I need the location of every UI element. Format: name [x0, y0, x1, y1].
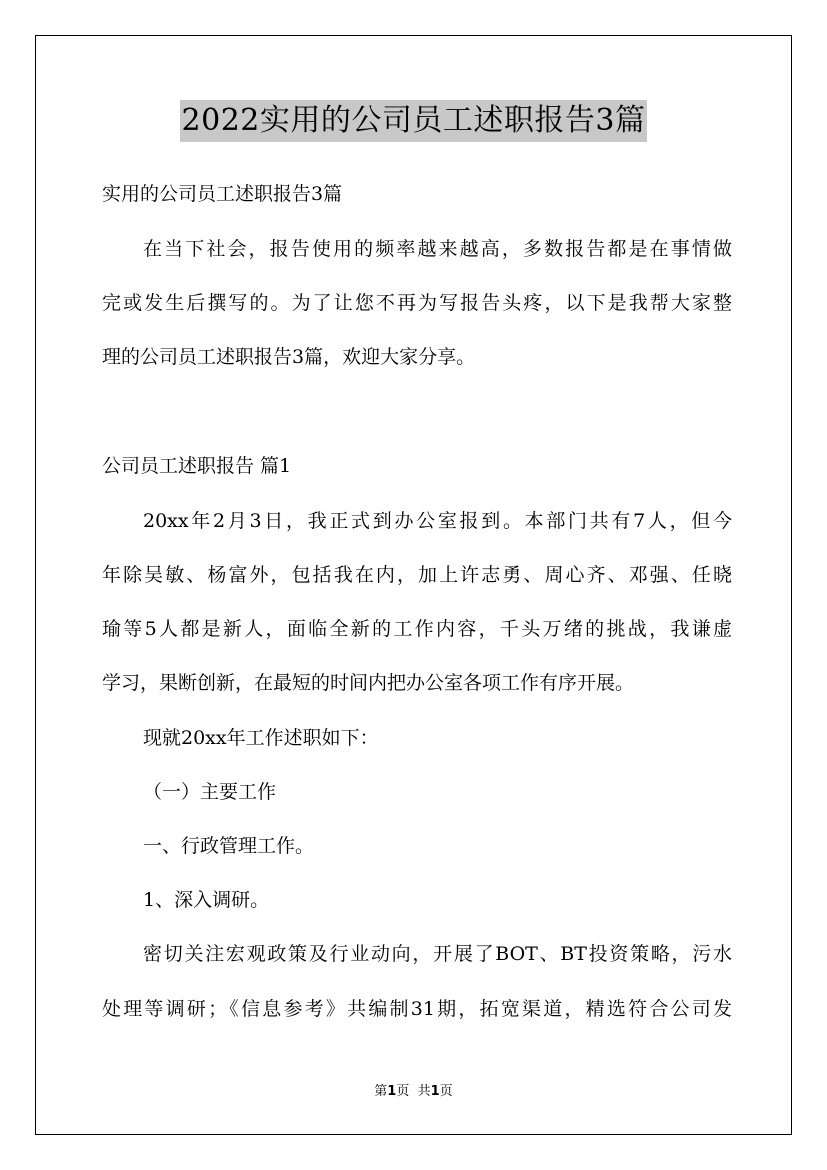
intro-line-2: 完或发生后撰写的。为了让您不再为写报告头疼，以下是我帮大家整 [102, 292, 732, 314]
page-footer [0, 1083, 827, 1101]
para1-line-3: 瑜等5人都是新人，面临全新的工作内容，千头万绪的挑战，我谦虚 [102, 618, 732, 640]
para1-line-1: 20xx年2月3日，我正式到办公室报到。本部门共有7人，但今 [143, 510, 732, 532]
item-research: 1、深入调研。 [143, 889, 270, 911]
footer-total-prefix: 共 [417, 1084, 431, 1099]
intro-line-1: 在当下社会，报告使用的频率越来越高，多数报告都是在事情做 [143, 238, 732, 260]
footer-page-prefix: 第 [374, 1084, 388, 1099]
footer-total-suffix: 页 [439, 1084, 453, 1099]
para2: 现就20xx年工作述职如下： [143, 727, 379, 749]
para3-line-2: 处理等调研；《信息参考》共编制31期，拓宽渠道，精选符合公司发 [102, 998, 732, 1020]
intro-line-3: 理的公司员工述职报告3篇，欢迎大家分享。 [102, 346, 476, 368]
item-main-work: （一）主要工作 [143, 781, 277, 803]
para1-line-4: 学习，果断创新，在最短的时间内把办公室各项工作有序开展。 [102, 672, 635, 694]
footer-page-current: 1 [387, 1084, 397, 1099]
para3-line-1: 密切关注宏观政策及行业动向，开展了BOT、BT投资策略，污水 [143, 943, 732, 965]
section-heading: 公司员工述职报告 篇1 [102, 455, 292, 477]
document-title: 2022实用的公司员工述职报告3篇 [180, 100, 648, 142]
footer-page-total: 1 [430, 1084, 440, 1099]
footer-page-suffix: 页 [396, 1084, 410, 1099]
document-subtitle: 实用的公司员工述职报告3篇 [102, 183, 343, 205]
title-container [0, 100, 827, 142]
item-admin: 一、行政管理工作。 [143, 835, 315, 857]
para1-line-2: 年除吴敏、杨富外，包括我在内，加上许志勇、周心齐、邓强、任晓 [102, 564, 732, 586]
